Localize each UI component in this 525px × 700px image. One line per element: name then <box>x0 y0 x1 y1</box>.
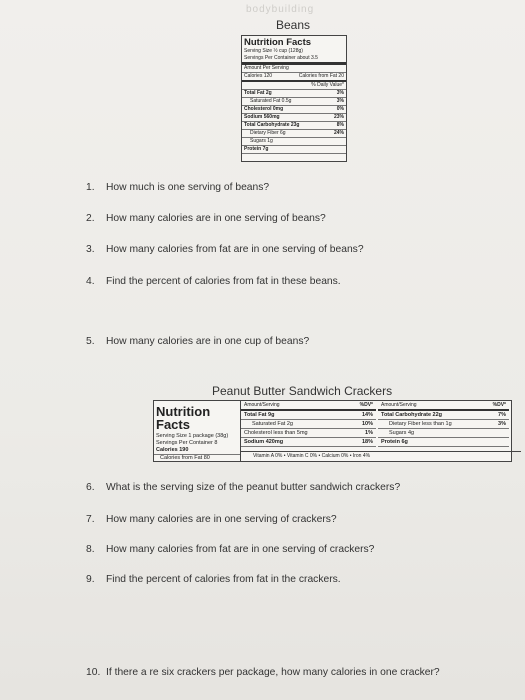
question-2: 2. How many calories are in one serving of beans? <box>86 213 326 224</box>
peanut-nutrition-label <box>153 400 512 462</box>
beans-nutrition-label <box>241 35 347 162</box>
beans-label-heading: Nutrition Facts <box>244 37 312 48</box>
background-watermark: bodybuilding <box>246 4 315 15</box>
question-3: 3. How many calories from fat are in one serving of beans? <box>86 244 364 255</box>
beans-nutrient-dv: 24% <box>333 130 344 136</box>
beans-nutrient-name: Saturated Fat 0.5g <box>250 98 292 104</box>
peanut-mid-name: Saturated Fat 2g <box>252 421 293 427</box>
peanut-mid-name: Total Fat 9g <box>244 412 275 418</box>
question-4: 4. Find the percent of calories from fat in these beans. <box>86 276 341 287</box>
peanut-mid-dv: 14% <box>361 412 373 418</box>
peanut-right-row <box>378 438 509 447</box>
peanut-right-rows <box>378 411 509 447</box>
peanut-right-name: Sugars 4g <box>389 430 415 436</box>
beans-dv-header: % Daily Value* <box>242 82 346 90</box>
peanut-calories-from-fat: Calories from Fat 80 <box>160 455 210 461</box>
beans-nutrient-dv: 3% <box>336 98 344 104</box>
peanut-mid-dv: 1% <box>365 430 373 436</box>
beans-nutrient-name: Total Fat 2g <box>244 90 272 96</box>
beans-nutrient-dv: 23% <box>333 114 344 120</box>
peanut-mid-header: Amount/Serving %DV* <box>241 401 376 411</box>
beans-nutrient-row <box>242 130 346 138</box>
beans-nutrient-name: Sugars 1g <box>250 138 273 144</box>
peanut-mid-row <box>241 420 376 429</box>
beans-nutrient-name: Protein 7g <box>244 146 269 152</box>
peanut-mid-row <box>241 411 376 420</box>
peanut-mid-row <box>241 438 376 447</box>
beans-nutrient-name: Dietary Fiber 6g <box>250 130 286 136</box>
beans-nutrient-row <box>242 90 346 98</box>
beans-nutrient-row <box>242 122 346 130</box>
peanut-label-heading-1: Nutrition <box>156 404 211 419</box>
beans-nutrient-row <box>242 138 346 146</box>
peanut-right-dv: 3% <box>498 421 506 427</box>
peanut-mid-name: Cholesterol less than 5mg <box>244 430 308 436</box>
peanut-mid-rows <box>241 411 376 447</box>
peanut-servings-per-container: Servings Per Container 8 <box>156 440 218 446</box>
peanut-right-row <box>378 429 509 438</box>
question-9: 9. Find the percent of calories from fat in the crackers. <box>86 574 341 585</box>
peanut-vitamins-line: Vitamin A 0% • Vitamin C 0% • Calcium 0% • Iron 4% <box>241 451 521 460</box>
beans-nutrient-rows <box>242 90 346 154</box>
beans-servings-per-container: Servings Per Container about 3.5 <box>242 55 346 65</box>
beans-calories-row: Calories 120 Calories from Fat 20 <box>242 73 346 82</box>
peanut-right-name: Total Carbohydrate 22g <box>381 412 443 418</box>
peanut-right-row <box>378 411 509 420</box>
peanut-label-heading-2: Facts <box>156 417 190 432</box>
question-8: 8. How many calories from fat are in one serving of crackers? <box>86 544 375 555</box>
peanut-mid-row <box>241 429 376 438</box>
beans-serving-size: Serving Size ½ cup (128g) <box>244 48 303 54</box>
beans-nutrient-row <box>242 114 346 122</box>
question-10: 10. If there a re six crackers per package, how many calories in one cracker? <box>86 667 440 678</box>
question-7: 7. How many calories are in one serving of crackers? <box>86 514 337 525</box>
peanut-right-dv: 7% <box>498 412 506 418</box>
beans-nutrient-dv: 0% <box>336 106 344 112</box>
beans-title: Beans <box>276 18 311 32</box>
question-1: 1. How much is one serving of beans? <box>86 182 270 193</box>
beans-nutrient-row <box>242 146 346 154</box>
peanut-title: Peanut Butter Sandwich Crackers <box>212 384 393 398</box>
peanut-mid-dv: 10% <box>361 421 373 427</box>
peanut-mid-dv: 18% <box>361 439 373 445</box>
peanut-mid-name: Sodium 420mg <box>244 439 284 445</box>
beans-amount-per-serving: Amount Per Serving <box>242 65 346 73</box>
peanut-right-row <box>378 420 509 429</box>
beans-nutrient-name: Total Carbohydrate 23g <box>244 122 300 128</box>
beans-nutrient-dv: 8% <box>336 122 344 128</box>
beans-nutrient-dv: 3% <box>336 90 344 96</box>
beans-nutrient-row <box>242 106 346 114</box>
beans-nutrient-name: Cholesterol 0mg <box>244 106 284 112</box>
question-5: 5. How many calories are in one cup of beans? <box>86 336 310 347</box>
peanut-serving-size: Serving Size 1 package (38g) <box>156 433 229 439</box>
peanut-right-name: Protein 6g <box>381 439 408 445</box>
peanut-right-name: Dietary Fiber less than 1g <box>389 421 452 427</box>
beans-nutrient-row <box>242 98 346 106</box>
peanut-calories: Calories 190 <box>154 447 240 455</box>
question-6: 6. What is the serving size of the peanut butter sandwich crackers? <box>86 482 401 493</box>
beans-nutrient-name: Sodium 560mg <box>244 114 280 120</box>
peanut-label-left <box>154 401 241 461</box>
peanut-right-header: Amount/Serving %DV* <box>378 401 509 411</box>
